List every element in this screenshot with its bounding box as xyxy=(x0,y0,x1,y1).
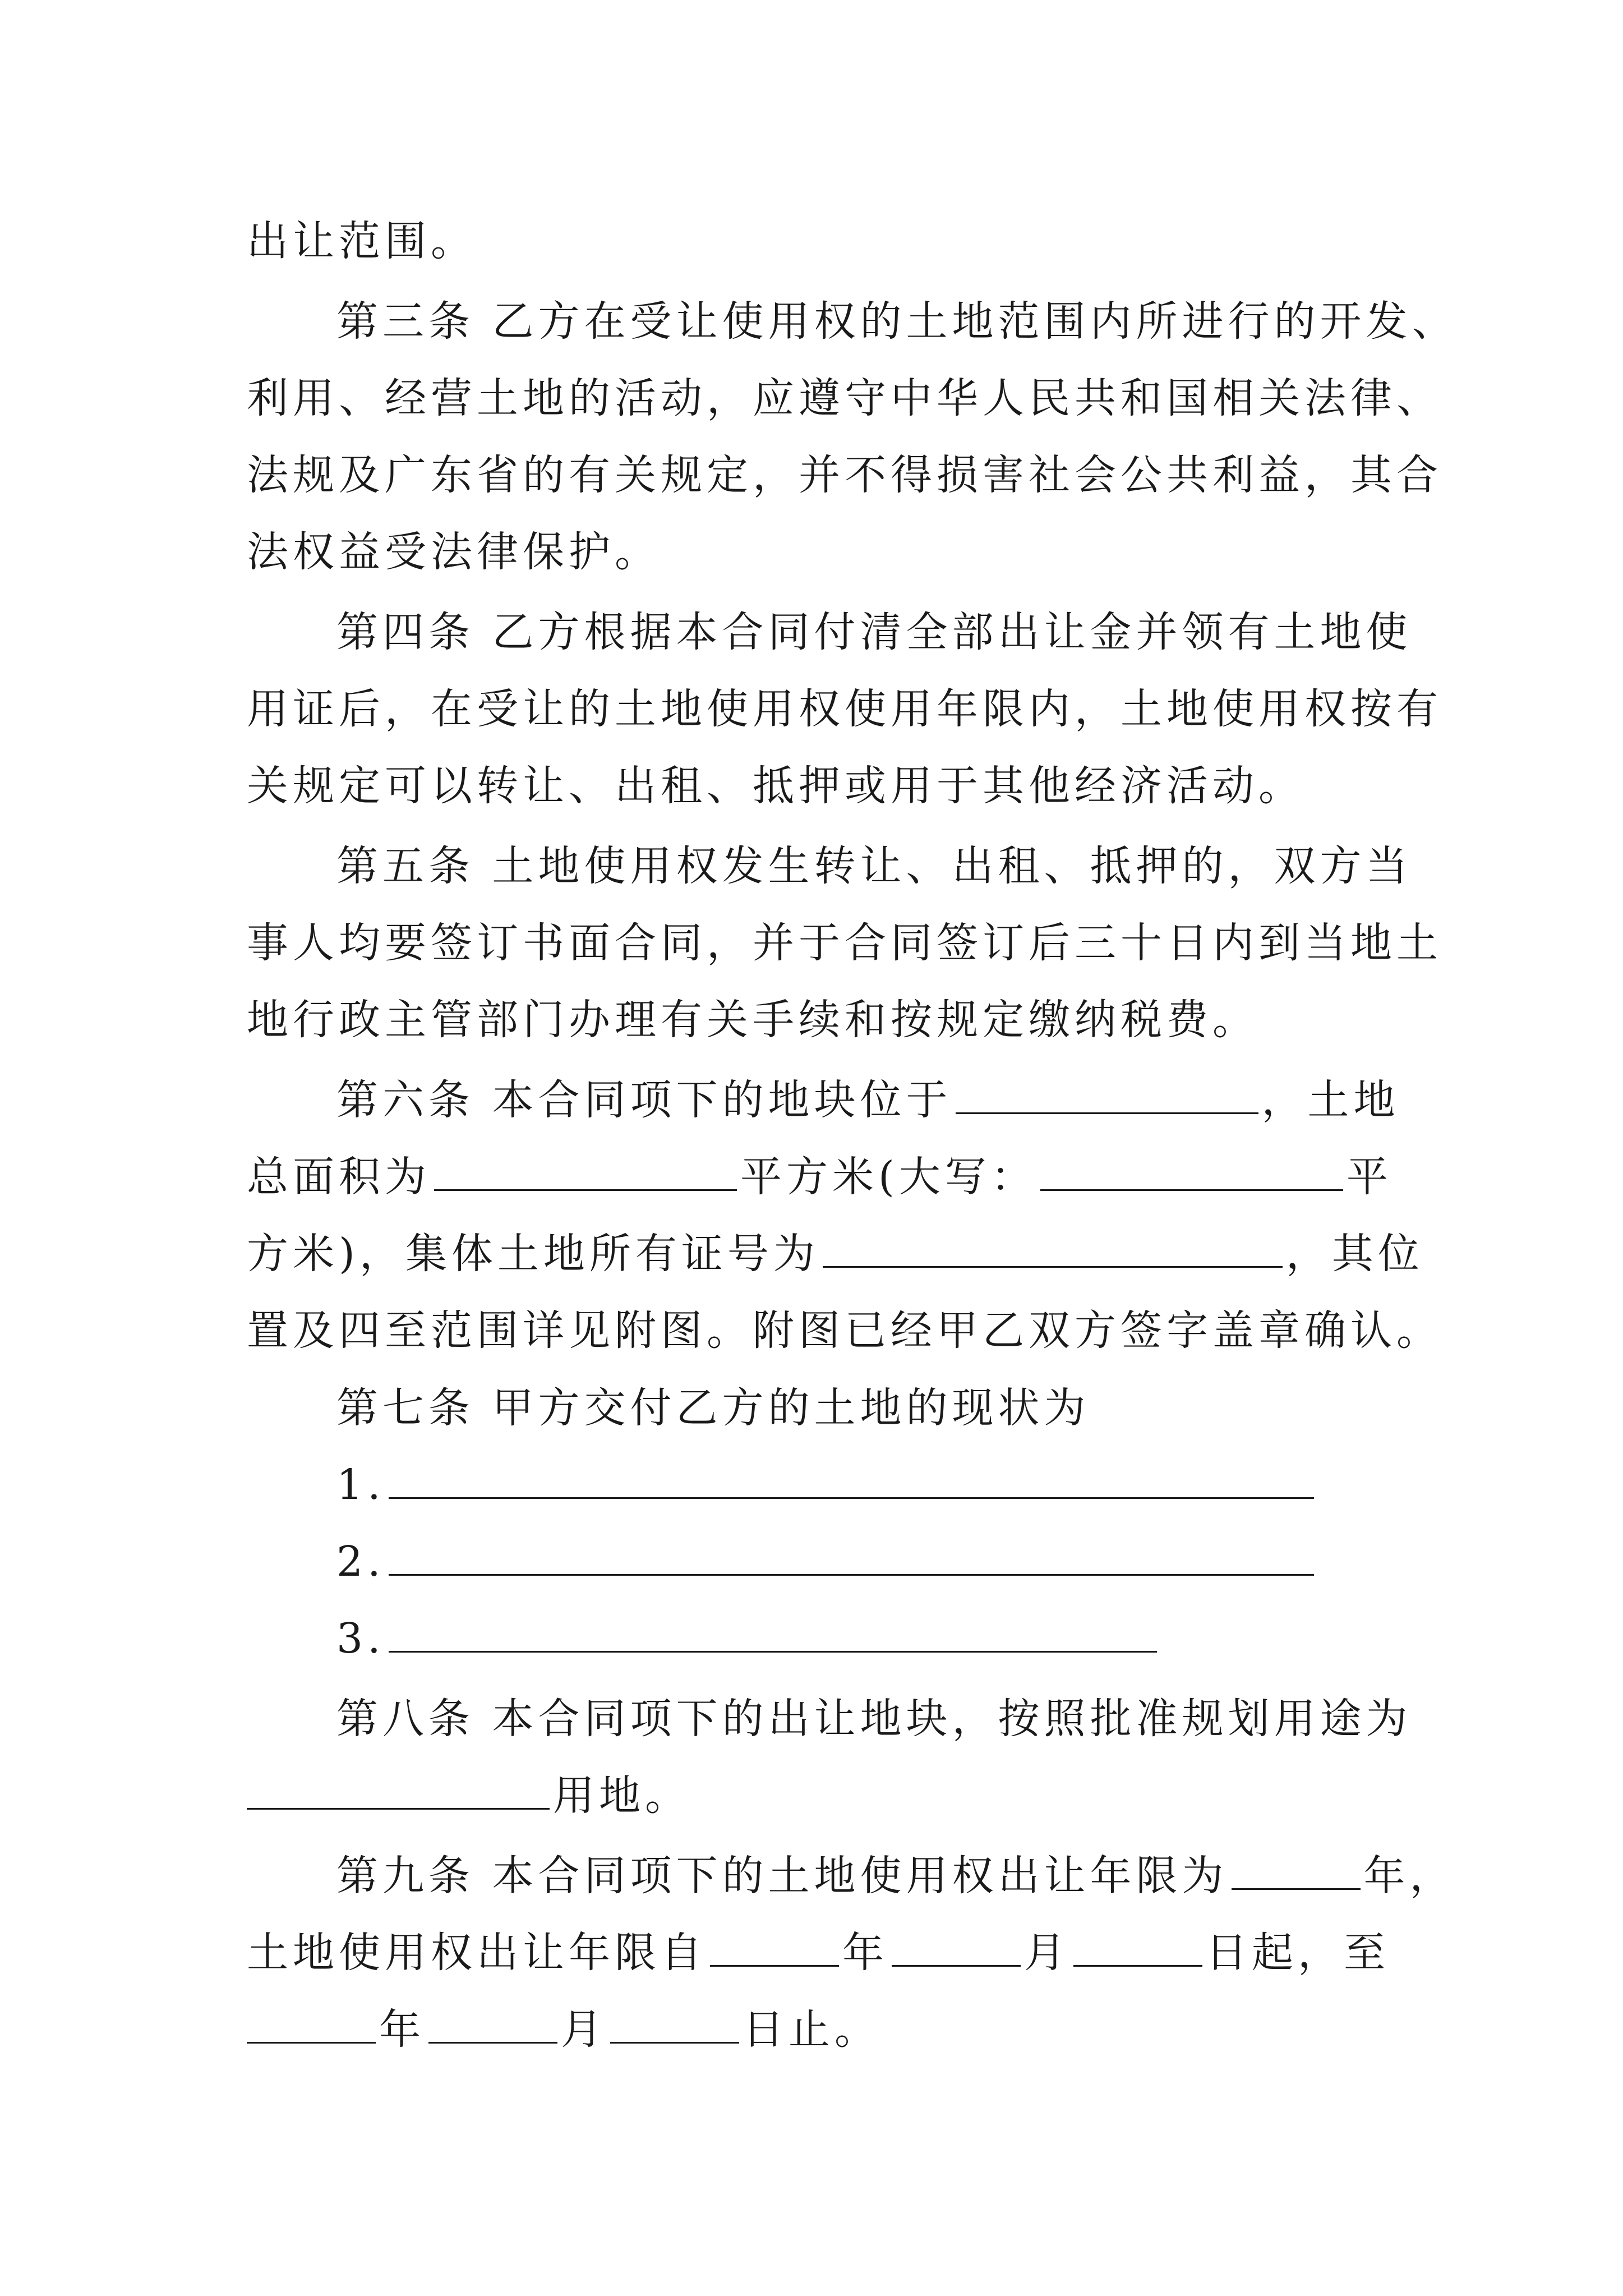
article-8-line-2 xyxy=(247,1765,691,1826)
article-9-text: 日起，至 xyxy=(1206,1929,1390,1977)
text-line: 出让范围。 xyxy=(247,217,477,265)
article-6-text: 平 xyxy=(1346,1153,1393,1201)
article-6-text: 方米)，集体土地所有证号为 xyxy=(247,1230,819,1278)
article-7-title: 第七条 甲方交付乙方的土地的现状为 xyxy=(336,1384,1090,1432)
article-5-line-2: 事人均要签订书面合同，并于合同签订后三十日内到当地土 xyxy=(247,919,1442,967)
article-6-text: ，其位 xyxy=(1285,1230,1424,1278)
article-9-text: 月 xyxy=(1024,1929,1070,1977)
article-9-text: 年 xyxy=(842,1929,888,1977)
article-4-line-3: 关规定可以转让、出租、抵押或用于其他经济活动。 xyxy=(247,762,1304,810)
status-blank-1[interactable] xyxy=(389,1461,1314,1499)
article-6-text: ，土地 xyxy=(1261,1076,1400,1124)
article-7-item-3 xyxy=(336,1608,1160,1669)
article-9-text: 年， xyxy=(1363,1852,1456,1900)
start-day-blank[interactable] xyxy=(1073,1929,1202,1967)
article-6-line-3 xyxy=(247,1223,1424,1285)
article-6-line-2 xyxy=(247,1146,1393,1208)
article-9-line-1 xyxy=(336,1845,1456,1907)
item-number: 3. xyxy=(336,1614,385,1663)
article-9-line-2 xyxy=(247,1922,1390,1984)
article-8-text: 用地。 xyxy=(553,1772,691,1820)
article-5-line-1: 第五条 土地使用权发生转让、出租、抵押的，双方当 xyxy=(336,842,1412,890)
status-blank-2[interactable] xyxy=(389,1538,1314,1576)
article-6-line-1 xyxy=(336,1069,1400,1131)
article-9-text: 月 xyxy=(561,2005,607,2054)
article-4-line-1: 第四条 乙方根据本合同付清全部出让金并领有土地使 xyxy=(336,608,1412,656)
article-7-item-1 xyxy=(336,1454,1317,1516)
location-blank[interactable] xyxy=(956,1076,1258,1114)
article-3-line-3: 法规及广东省的有关规定，并不得损害社会公共利益，其合 xyxy=(247,451,1442,499)
article-4-line-2: 用证后，在受让的土地使用权使用年限内，土地使用权按有 xyxy=(247,685,1442,733)
article-3-line-1: 第三条 乙方在受让使用权的土地范围内所进行的开发、 xyxy=(336,297,1458,346)
article-8-line-1: 第八条 本合同项下的出让地块，按照批准规划用途为 xyxy=(336,1695,1412,1743)
end-month-blank[interactable] xyxy=(428,2006,557,2044)
status-blank-3[interactable] xyxy=(389,1615,1157,1653)
article-6-text: 第六条 本合同项下的地块位于 xyxy=(336,1076,952,1124)
area-blank[interactable] xyxy=(434,1153,737,1191)
item-number: 2. xyxy=(336,1538,385,1586)
area-uppercase-blank[interactable] xyxy=(1040,1153,1343,1191)
article-6-text: 总面积为 xyxy=(247,1153,431,1201)
article-9-text: 土地使用权出让年限自 xyxy=(247,1929,707,1977)
article-7-item-2 xyxy=(336,1531,1317,1593)
land-use-blank[interactable] xyxy=(247,1772,550,1810)
end-day-blank[interactable] xyxy=(610,2006,739,2044)
article-9-text: 第九条 本合同项下的土地使用权出让年限为 xyxy=(336,1852,1228,1900)
term-years-blank[interactable] xyxy=(1232,1852,1361,1890)
article-6-line-4: 置及四至范围详见附图。附图已经甲乙双方签字盖章确认。 xyxy=(247,1306,1442,1355)
article-3-line-4: 法权益受法律保护。 xyxy=(247,528,661,576)
article-9-line-3 xyxy=(247,1999,880,2060)
item-number: 1. xyxy=(336,1461,385,1509)
start-year-blank[interactable] xyxy=(710,1929,839,1967)
article-9-text: 日止。 xyxy=(743,2005,880,2054)
article-9-text: 年 xyxy=(379,2005,425,2054)
end-year-blank[interactable] xyxy=(247,2006,376,2044)
article-5-line-3: 地行政主管部门办理有关手续和按规定缴纳税费。 xyxy=(247,996,1258,1044)
article-6-text: 平方米(大写： xyxy=(740,1153,1037,1201)
start-month-blank[interactable] xyxy=(892,1929,1021,1967)
article-3-line-2: 利用、经营土地的活动，应遵守中华人民共和国相关法律、 xyxy=(247,374,1442,422)
certificate-number-blank[interactable] xyxy=(823,1230,1283,1268)
